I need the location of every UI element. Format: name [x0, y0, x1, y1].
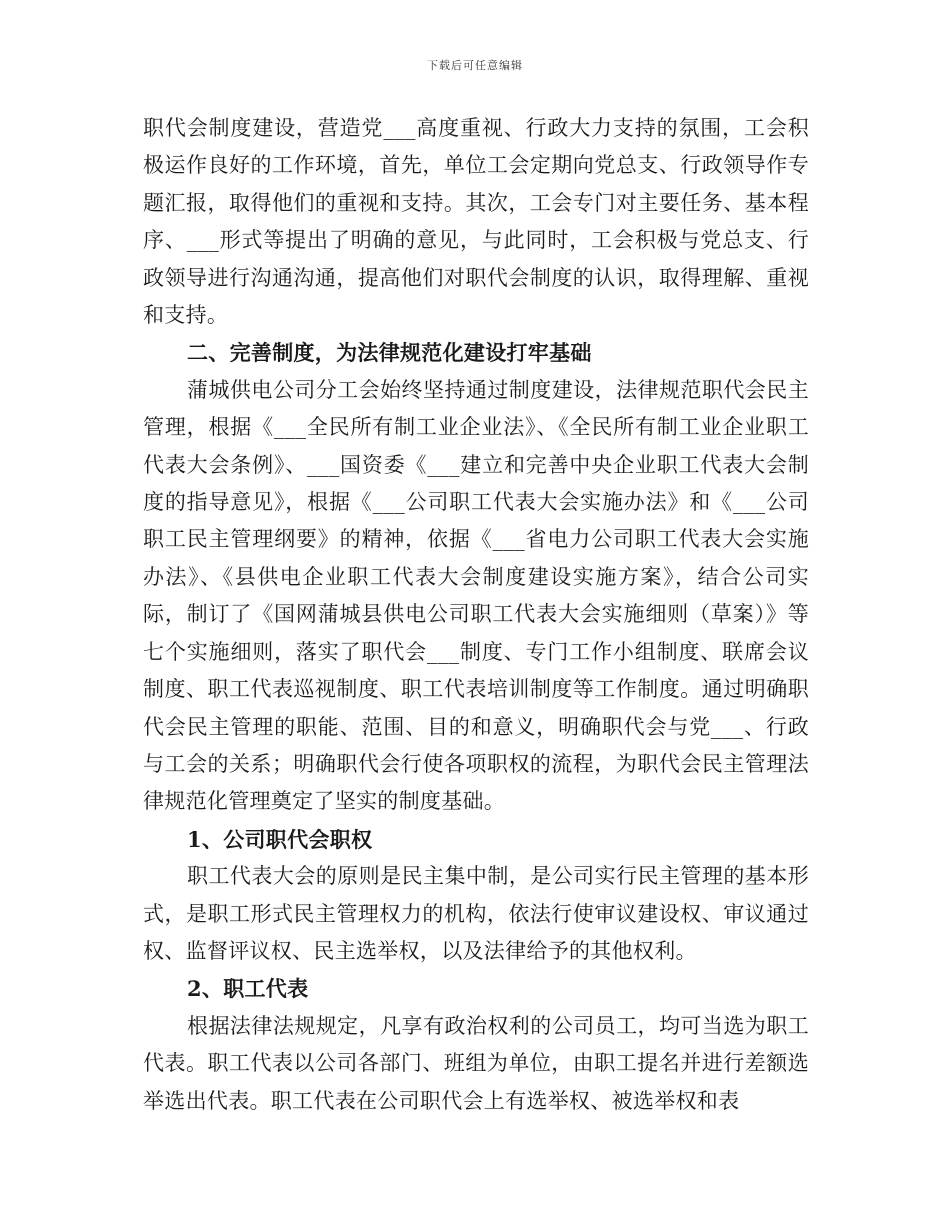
section-heading-2: 二、完善制度，为法律规范化建设打牢基础	[187, 340, 592, 366]
paragraph-3: 职工代表大会的原则是民主集中制，是公司实行民主管理的基本形式，是职工形式民主管理权力的机构，依法行使审议建设权、审议通过权、监督评议权、民主选举权，以及法律给予的其他权利。	[143, 864, 809, 963]
subsection-heading-2: 2、职工代表	[187, 976, 309, 1002]
paragraph-1: 职代会制度建设，营造党___高度重视、行政大力支持的氛围，工会积极运作良好的工作环境，首先，单位工会定期向党总支、行政领导作专题汇报，取得他们的重视和支持。其次，工会专门对主要任务、基本程序、___形式等提出了明确的意见，与此同时，工会积极与党总支、行政领导进行沟通沟通，提高他们对职代会制度的认识，取得理解、重视和支持。	[143, 116, 809, 328]
subsection-heading-1: 1、公司职代会职权	[187, 826, 373, 852]
page-header: 下载后可任意编辑	[427, 59, 523, 72]
paragraph-2: 蒲城供电公司分工会始终坚持通过制度建设，法律规范职代会民主管理，根据《___全民所有制工业企业法》、《全民所有制工业企业职工代表大会条例》、___国资委《___建立和完善中央企业职工代表大会制度的指导意见》，根据《___公司职工代表大会实施办法》和《___公司职工民主管理纲要》的精神，依据《___省电力公司职工代表大会实施办法》、《县供电企业职工代表大会制度建设实施方案》，结合公司实际，制订了《国网蒲城县供电公司职工代表大会实施细则（草案）》等七个实施细则，落实了职代会___制度、专门工作小组制度、联席会议制度、职工代表巡视制度、职工代表培训制度等工作制度。通过明确职代会民主管理的职能、范围、目的和意义，明确职代会与党___、行政与工会的关系；明确职代会行使各项职权的流程，为职代会民主管理法律规范化管理奠定了坚实的制度基础。	[143, 377, 809, 814]
paragraph-4: 根据法律法规规定，凡享有政治权利的公司员工，均可当选为职工代表。职工代表以公司各部门、班组为单位，由职工提名并进行差额选举选出代表。职工代表在公司职代会上有选举权、被选举权和表	[143, 1013, 809, 1113]
document-body	[143, 110, 809, 1120]
